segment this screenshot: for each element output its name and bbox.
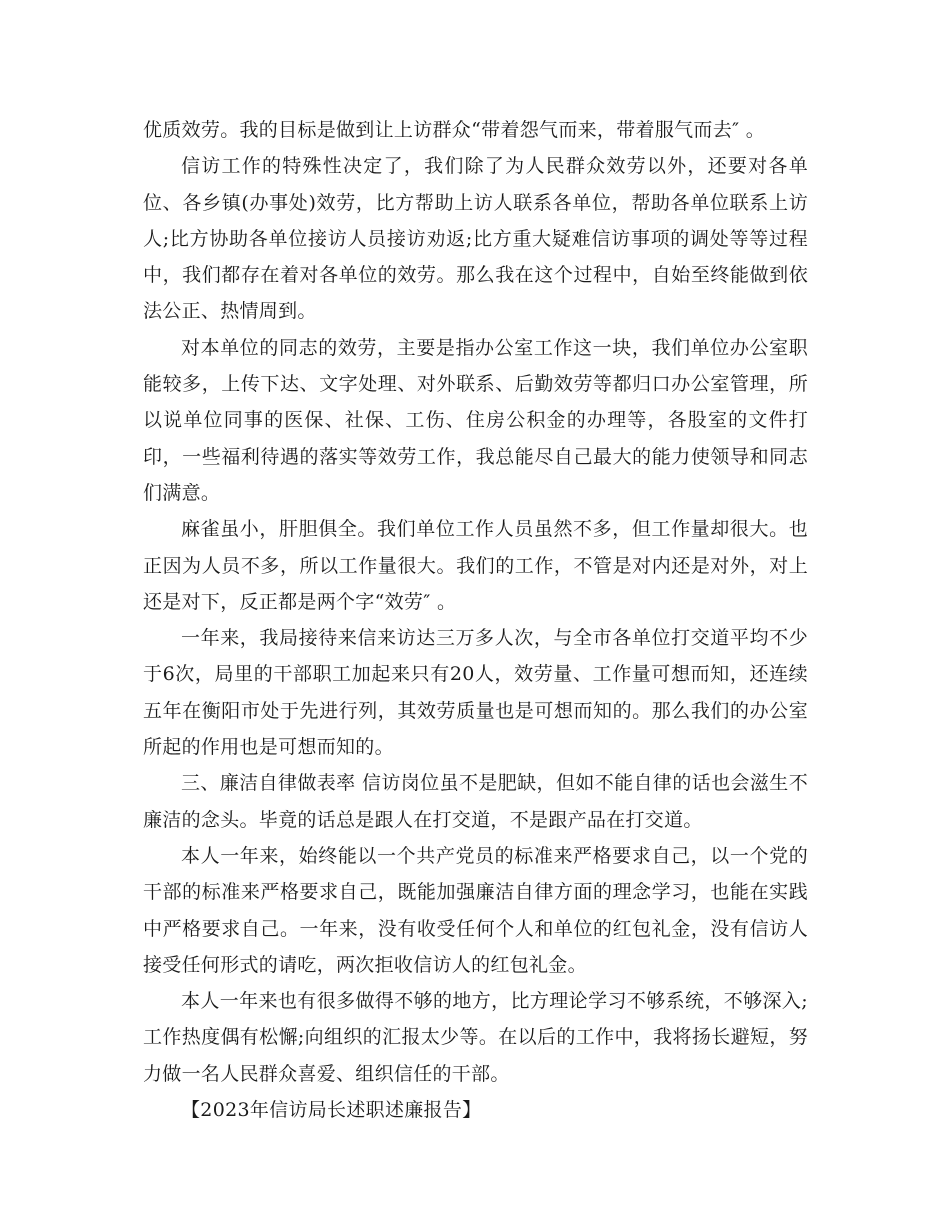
document-footer-title: 【2023年信访局长述职述廉报告】: [181, 1099, 482, 1122]
document-page: [143, 112, 808, 1128]
paragraph: 信访工作的特殊性决定了，我们除了为人民群众效劳以外，还要对各单位、各乡镇(办事处)效劳，比方帮助上访人联系各单位，帮助各单位联系上访人;比方协助各单位接访人员接访劝返;比方重大疑难信访事项的调处等等过程中，我们都存在着对各单位的效劳。那么我在这个过程中，自始至终能做到依法公正、热情周到。: [143, 155, 808, 323]
paragraph: 三、廉洁自律做表率 信访岗位虽不是肥缺，但如不能自律的话也会滋生不廉洁的念头。毕竟的话总是跟人在打交道，不是跟产品在打交道。: [143, 772, 808, 831]
paragraph: 本人一年来，始终能以一个共产党员的标准来严格要求自己，以一个党的干部的标准来严格要求自己，既能加强廉洁自律方面的理念学习，也能在实践中严格要求自己。一年来，没有收受任何个人和单位的红包礼金，没有信访人接受任何形式的请吃，两次拒收信访人的红包礼金。: [143, 844, 808, 976]
paragraph: 一年来，我局接待来信来访达三万多人次，与全市各单位打交道平均不少于6次，局里的干部职工加起来只有20人，效劳量、工作量可想而知，还连续五年在衡阳市处于先进行列，其效劳质量也是可想而知的。那么我们的办公室所起的作用也是可想而知的。: [143, 627, 808, 759]
paragraph: 麻雀虽小，肝胆俱全。我们单位工作人员虽然不多，但工作量却很大。也正因为人员不多，所以工作量很大。我们的工作，不管是对内还是对外，对上还是对下，反正都是两个字“效劳″ 。: [143, 518, 808, 613]
paragraph: 优质效劳。我的目标是做到让上访群众“带着怨气而来，带着服气而去″ 。: [143, 119, 766, 141]
paragraph: 本人一年来也有很多做得不够的地方，比方理论学习不够系统，不够深入;工作热度偶有松懈;向组织的汇报太少等。在以后的工作中，我将扬长避短，努力做一名人民群众喜爱、组织信任的干部。: [143, 990, 808, 1085]
paragraph: 对本单位的同志的效劳，主要是指办公室工作这一块，我们单位办公室职能较多，上传下达、文字处理、对外联系、后勤效劳等都归口办公室管理，所以说单位同事的医保、社保、工伤、住房公积金的办理等，各股室的文件打印，一些福利待遇的落实等效劳工作，我总能尽自己最大的能力使领导和同志们满意。: [143, 336, 808, 504]
